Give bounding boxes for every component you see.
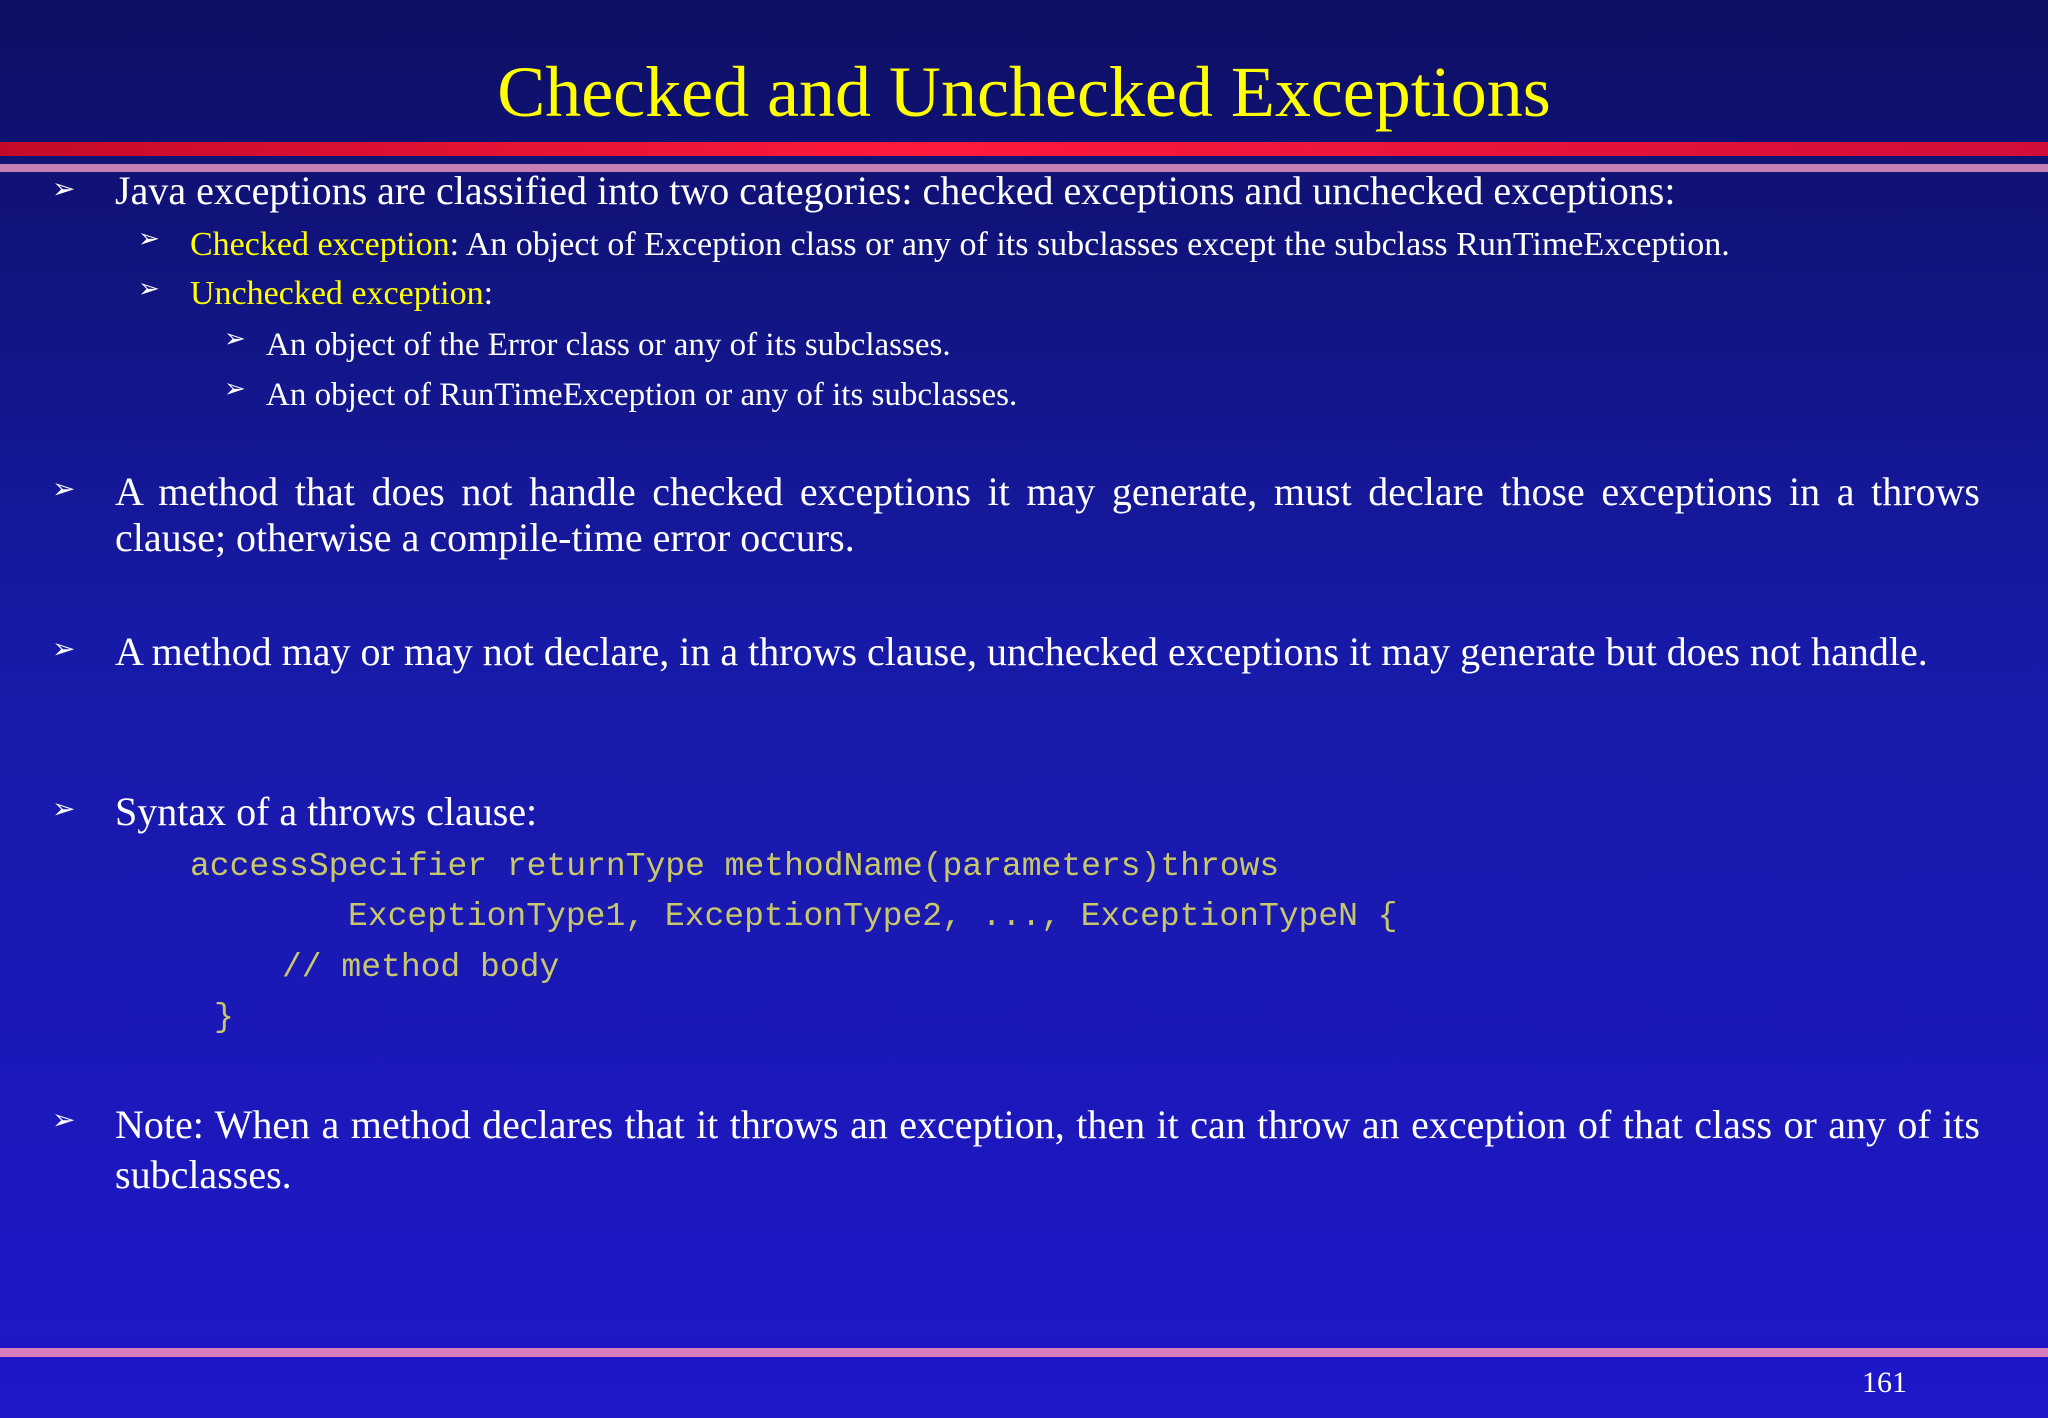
arrow-bullet-icon: ➢ <box>224 324 246 354</box>
title-divider-red <box>0 142 2048 156</box>
arrow-bullet-icon: ➢ <box>52 632 76 665</box>
code-line-closing-brace: } <box>214 999 234 1036</box>
arrow-bullet-icon: ➢ <box>138 274 160 304</box>
bullet-unchecked-optional: A method may or may not declare, in a throws clause, unchecked exceptions it may generate but does not handle. <box>115 629 1928 674</box>
page-number: 161 <box>1862 1366 1907 1399</box>
code-line-comment: // method body <box>282 949 560 986</box>
checked-exception-definition: : An object of Exception class or any of its subclasses except the subclass RunTimeException. <box>449 226 1730 263</box>
arrow-bullet-icon: ➢ <box>52 1103 76 1136</box>
slide-title: Checked and Unchecked Exceptions <box>497 52 1551 132</box>
bullet-note-subclasses: Note: When a method declares that it throws an exception, then it can throw an exception of that class or any of its subclasses. <box>115 1102 1980 1197</box>
unchecked-item-error: An object of the Error class or any of its subclasses. <box>266 327 951 363</box>
sub-bullet-checked <box>190 225 1730 265</box>
arrow-bullet-icon: ➢ <box>138 224 160 254</box>
footer-divider <box>0 1348 2048 1357</box>
term-checked-exception: Checked exception <box>190 226 450 263</box>
arrow-bullet-icon: ➢ <box>52 472 76 505</box>
sub-bullet-unchecked <box>190 274 493 314</box>
code-line-exception-types: ExceptionType1, ExceptionType2, ..., ExceptionTypeN { <box>348 898 1398 935</box>
arrow-bullet-icon: ➢ <box>52 792 76 825</box>
bullet-checked-must-declare: A method that does not handle checked exceptions it may generate, must declare those exceptions in a throws clause; otherwise a compile-time error occurs. <box>115 469 1980 560</box>
code-line-signature: accessSpecifier returnType methodName(parameters)throws <box>190 848 1280 885</box>
term-unchecked-exception: Unchecked exception <box>190 275 484 312</box>
arrow-bullet-icon: ➢ <box>52 172 76 205</box>
bullet-classification: Java exceptions are classified into two categories: checked exceptions and unchecked exceptions: <box>115 168 1676 213</box>
unchecked-item-runtime: An object of RunTimeException or any of its subclasses. <box>266 377 1018 413</box>
arrow-bullet-icon: ➢ <box>224 374 246 404</box>
bullet-throws-syntax: Syntax of a throws clause: <box>115 789 538 834</box>
unchecked-exception-colon: : <box>483 275 494 312</box>
